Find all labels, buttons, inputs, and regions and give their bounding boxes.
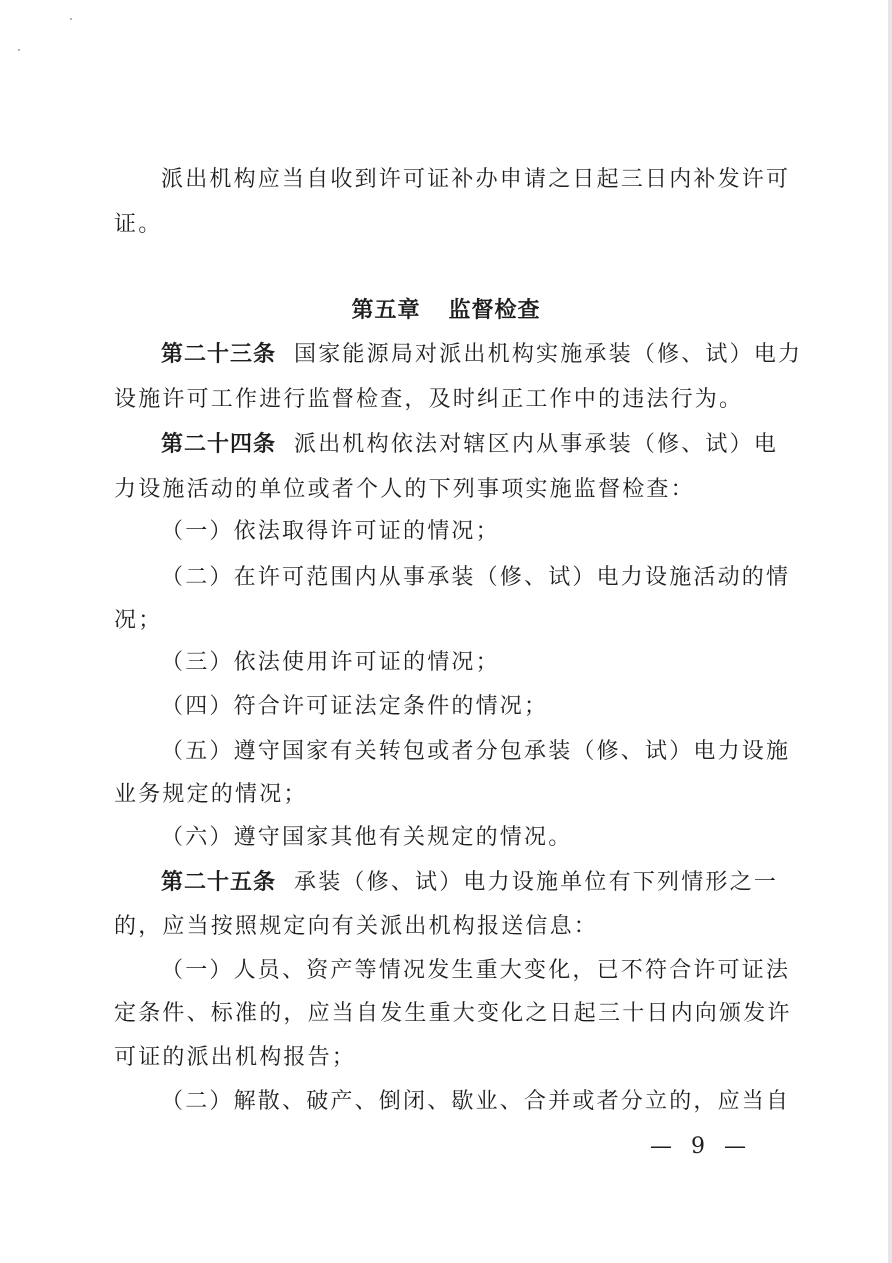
list-item: （五）遵守国家有关转包或者分包承装（修、试）电力设施: [161, 739, 791, 764]
article-25-text: 承装（修、试）电力设施单位有下列情形之一: [294, 870, 779, 895]
list-item: （二）解散、破产、倒闭、歇业、合并或者分立的，应当自: [161, 1089, 791, 1114]
page-number: — 9 —: [650, 1134, 752, 1159]
article-23-line: 设施许可工作进行监督检查，及时纠正工作中的违法行为。: [114, 387, 744, 412]
article-24-label: 第二十四条: [161, 432, 277, 457]
article-24-line: [161, 430, 779, 460]
list-item-continuation: 可证的派出机构报告；: [114, 1045, 357, 1070]
list-item: （一）依法取得许可证的情况；: [161, 519, 500, 544]
scan-speck: [18, 49, 20, 51]
list-item: （一）人员、资产等情况发生重大变化，已不符合许可证法: [161, 958, 791, 983]
paragraph-line: 派出机构应当自收到许可证补办申请之日起三日内补发许可: [161, 167, 791, 192]
chapter-number: 第五章: [351, 298, 421, 323]
list-item: （四）符合许可证法定条件的情况；: [161, 694, 549, 719]
article-25-line: [161, 868, 779, 898]
article-23-text: 国家能源局对派出机构实施承装（修、试）电力: [294, 342, 803, 367]
article-25-line: 的，应当按照规定向有关派出机构报送信息：: [114, 914, 599, 939]
chapter-title: 监督检查: [448, 298, 541, 323]
article-25-label: 第二十五条: [161, 870, 277, 895]
list-item: （二）在许可范围内从事承装（修、试）电力设施活动的情: [161, 565, 791, 590]
article-23-line: [161, 340, 803, 370]
list-item: （三）依法使用许可证的情况；: [161, 650, 500, 675]
page-edge-shadow: [888, 0, 892, 1263]
article-24-line: 力设施活动的单位或者个人的下列事项实施监督检查：: [114, 477, 695, 502]
article-24-text: 派出机构依法对辖区内从事承装（修、试）电: [294, 432, 779, 457]
article-23-label: 第二十三条: [161, 342, 277, 367]
scan-speck: [70, 18, 72, 20]
list-item-continuation: 业务规定的情况；: [114, 782, 308, 807]
list-item: （六）遵守国家其他有关规定的情况。: [161, 825, 573, 850]
list-item-continuation: 定条件、标准的，应当自发生重大变化之日起三十日内向颁发许: [114, 1001, 792, 1026]
chapter-heading: [0, 296, 892, 326]
list-item-continuation: 况；: [114, 608, 163, 633]
paragraph-line: 证。: [114, 212, 163, 237]
